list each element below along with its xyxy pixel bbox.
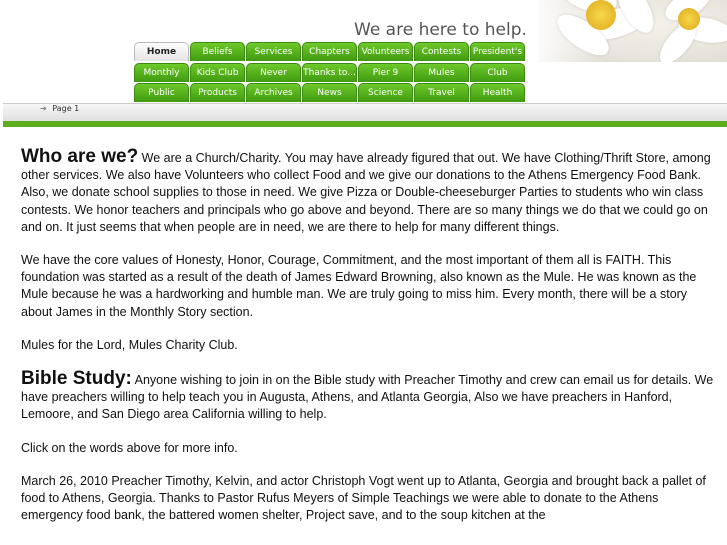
click-info-paragraph: Click on the words above for more info. [21,440,238,455]
tab-news[interactable]: News [302,83,357,102]
tab-club[interactable]: Club [470,63,525,82]
tab-archives[interactable]: Archives [246,83,301,102]
tab-products[interactable]: Products [190,83,245,102]
tab-travel[interactable]: Travel [414,83,469,102]
arrow-right-icon: ➔ [40,104,47,113]
main-navigation [134,42,526,104]
tab-thanks-to[interactable]: Thanks to... [302,63,357,82]
march-news-paragraph: March 26, 2010 Preacher Timothy, Kelvin, and actor Christoph Vogt went up to Atlanta, Georgia and brought back a pallet of food to Athens, Georgia. Thanks to Pastor Rufus Meyers of Simple Teachings we were able to donate to the Athens emergency food bank, the battered women shelter, Project save, and to the soup kitchen at the [21,473,706,523]
tab-pier-9[interactable]: Pier 9 [358,63,413,82]
who-are-we-paragraph [21,148,721,236]
tab-beliefs[interactable]: Beliefs [190,42,245,61]
nav-row-1 [134,42,526,62]
tab-mules[interactable]: Mules [414,63,469,82]
tab-presidents[interactable]: President's [470,42,525,61]
mules-paragraph: Mules for the Lord, Mules Charity Club. [21,337,238,352]
site-tagline: We are here to help. [354,20,527,40]
nav-row-3 [134,83,526,103]
tab-volunteers[interactable]: Volunteers [358,42,413,61]
tab-never[interactable]: Never [246,63,301,82]
tab-kids-club[interactable]: Kids Club [190,63,245,82]
who-are-we-heading: Who are we? [21,146,139,167]
header-divider [3,121,727,127]
tab-contests[interactable]: Contests [414,42,469,61]
tab-home[interactable]: Home [134,42,189,61]
tab-chapters[interactable]: Chapters [302,42,357,61]
bible-study-heading: Bible Study: [21,368,132,390]
header-flower-image [538,0,727,62]
tab-health[interactable]: Health [470,83,525,102]
tab-monthly[interactable]: Monthly [134,63,189,82]
breadcrumb [40,104,79,113]
bible-study-paragraph [21,370,721,424]
tab-services[interactable]: Services [246,42,301,61]
breadcrumb-bar [3,103,727,122]
tab-science[interactable]: Science [358,83,413,102]
who-are-we-text: We are a Church/Charity. You may have already figured that out. We have Clothing/Thrift Store, among other services. We also have Volunteers who collect Food and we give our donations to the Athens Emergency Food Bank. Also, we donate school supplies to those in need. We give Pizza or Double-cheeseburger Parties to students who win class contests. We honor teachers and principals who go above and beyond. There are so many things we do that we could go on and on. It just seems that when people are in need, we are there to help for many different things. [21,151,711,234]
breadcrumb-link-page-1[interactable]: Page 1 [52,104,80,113]
tab-public[interactable]: Public [134,83,189,102]
main-content [21,148,721,540]
core-values-paragraph: We have the core values of Honesty, Honor, Courage, Commitment, and the most important of them all is FAITH. This foundation was started as a result of the death of James Edward Browning, also known as the Mule. He was known as the Mule because he was a hardworking and humble man. We are truly going to miss him. Every month, there will be a story about James in the Monthly Story section. [21,253,697,319]
bible-study-text: Anyone wishing to join in on the Bible study with Preacher Timothy and crew can email us for details. We have preachers willing to help teach you in Augusta, Athens, and Atlanta Georgia, Also we have preachers in Hanford, Lemoore, and San Diego area California willing to help. [21,373,714,422]
nav-row-2 [134,63,526,83]
